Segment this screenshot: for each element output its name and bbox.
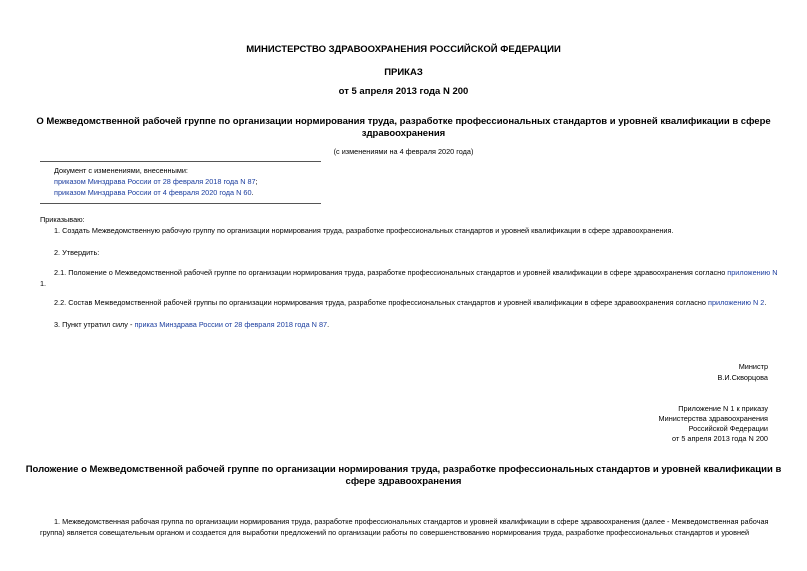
amendment-link-2018[interactable]: приказом Минздрава России от 28 февраля 2018 года N 87 xyxy=(54,177,256,186)
paragraph-1: 1. Создать Межведомственную рабочую группу по организации нормирования труда, разработке профессиональных стандартов и уровней квалификации в сфере здравоохранения. xyxy=(54,226,674,235)
appendix-title-line2: сфере здравоохранения xyxy=(345,476,462,487)
repeal-order-link[interactable]: приказ Минздрава России от 28 февраля 2018 года N 87 xyxy=(134,320,328,329)
appendix-ref-line2: Министерства здравоохранения xyxy=(658,414,768,423)
changes-link-row-2 xyxy=(54,188,254,197)
doc-type: ПРИКАЗ xyxy=(384,67,423,78)
paragraph-2-2 xyxy=(54,298,766,307)
ministry-title: МИНИСТЕРСТВО ЗДРАВООХРАНЕНИЯ РОССИЙСКОЙ ФЕДЕРАЦИИ xyxy=(246,44,561,55)
appendix-title-line1: Положение о Межведомственной рабочей группе по организации нормирования труда, разработке профессиональных стандартов и уровней квалификации в xyxy=(25,464,782,475)
paragraph-2-2-text: 2.2. Состав Межведомственной рабочей группы по организации нормирования труда, разработке профессиональных стандартов и уровней квалификации в сфере здравоохранения согласно xyxy=(54,298,708,307)
paragraph-3-text: 3. Пункт утратил силу - xyxy=(54,320,135,329)
appendix-ref-line1: Приложение N 1 к приказу xyxy=(678,404,768,413)
paragraph-2-1 xyxy=(54,268,778,277)
appendix-paragraph-1-line1: 1. Межведомственная рабочая группа по организации нормирования труда, разработке профессиональных стандартов и уровней квалификации в сфере здравоохранения (далее - Межведомственная рабочая xyxy=(54,517,769,526)
paragraph-3-tail: . xyxy=(327,320,330,329)
changes-heading: Документ с изменениями, внесенными: xyxy=(54,166,188,175)
paragraph-3 xyxy=(54,320,329,329)
appendix-1-link[interactable]: приложению N xyxy=(727,268,778,277)
order-intro: Приказываю: xyxy=(40,215,85,224)
signature-position: Министр xyxy=(738,362,768,371)
paragraph-2-1-text: 2.1. Положение о Межведомственной рабочей группе по организации нормирования труда, разработке профессиональных стандартов и уровней квалификации в сфере здравоохранения согласно xyxy=(54,268,728,277)
signature-name: В.И.Скворцова xyxy=(717,373,768,382)
changes-top-rule xyxy=(40,161,321,162)
changes-link-row-1 xyxy=(54,177,258,186)
appendix-paragraph-1-line2: группа) является совещательным органом и создается для выработки предложений по организации работы по совершенствованию нормирования труда, разработке профессиональных стандартов и уровней xyxy=(40,528,750,537)
paragraph-2: 2. Утвердить: xyxy=(54,248,100,257)
doc-date-number: от 5 апреля 2013 года N 200 xyxy=(338,86,469,97)
revision-note: (с изменениями на 4 февраля 2020 года) xyxy=(333,147,474,156)
doc-title-line2: здравоохранения xyxy=(361,128,446,139)
paragraph-2-2-tail: . xyxy=(764,298,767,307)
appendix-ref-line4: от 5 апреля 2013 года N 200 xyxy=(672,434,768,443)
paragraph-2-1-tail: 1. xyxy=(40,279,47,288)
doc-title-line1: О Межведомственной рабочей группе по организации нормирования труда, разработке профессиональных стандартов и уровней квалификации в сфере xyxy=(36,116,771,127)
changes-bottom-rule xyxy=(40,203,321,204)
appendix-ref-line3: Российской Федерации xyxy=(688,424,768,433)
amendment-link-2020[interactable]: приказом Минздрава России от 4 февраля 2020 года N 60 xyxy=(54,188,252,197)
amendment-link-2020-suffix: . xyxy=(251,188,254,197)
appendix-2-link[interactable]: приложению N 2 xyxy=(708,298,765,307)
amendment-link-2018-suffix: ; xyxy=(255,177,258,186)
